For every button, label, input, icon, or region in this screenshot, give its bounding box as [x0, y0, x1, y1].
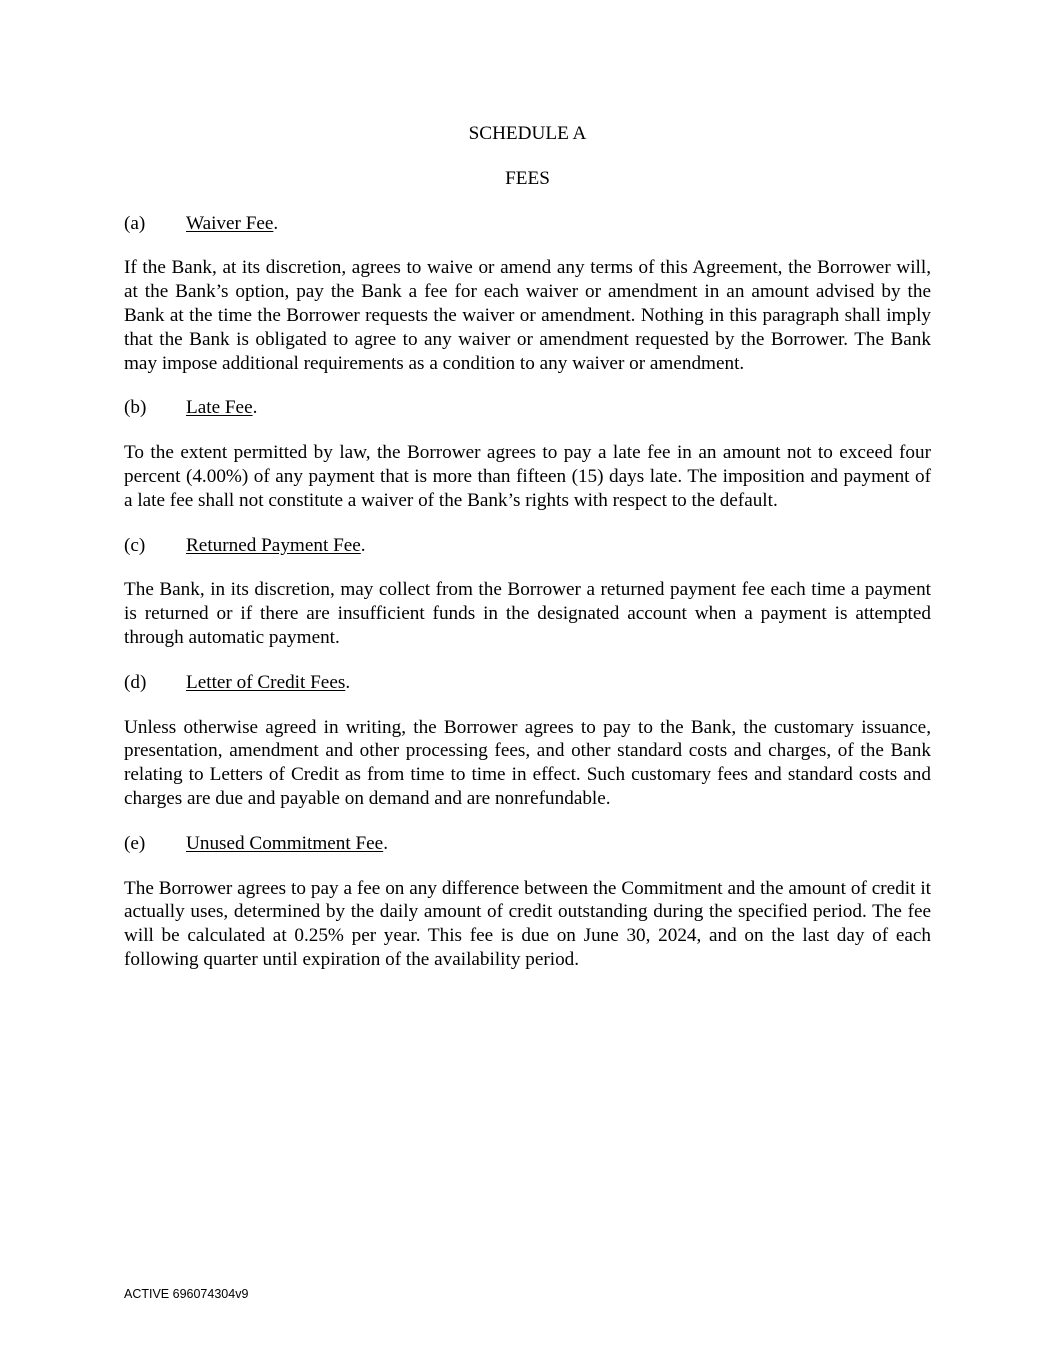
document-page — [124, 122, 931, 972]
section-heading — [124, 671, 931, 695]
section-c — [124, 534, 931, 650]
fees-heading: FEES — [505, 167, 550, 189]
section-title: Returned Payment Fee — [186, 534, 361, 556]
section-heading — [124, 534, 931, 558]
section-letter: (e) — [124, 832, 146, 854]
section-letter: (b) — [124, 397, 147, 419]
section-d — [124, 671, 931, 811]
section-a — [124, 212, 931, 376]
section-body: The Bank, in its discretion, may collect from the Borrower a returned payment fee each time a payment is returned or if there are insufficient funds in the designated account when a payment is attempted through automatic payment. — [124, 579, 931, 648]
section-title-line: Late Fee. — [186, 397, 258, 419]
section-title-line: Unused Commitment Fee. — [186, 832, 388, 854]
section-letter: (d) — [124, 671, 147, 693]
section-heading — [124, 832, 931, 856]
section-title: Letter of Credit Fees — [186, 671, 346, 693]
section-title: Unused Commitment Fee — [186, 832, 384, 854]
section-letter: (c) — [124, 534, 146, 556]
section-body: To the extent permitted by law, the Borrower agrees to pay a late fee in an amount not to exceed four percent (4.00%) of any payment that is more than fifteen (15) days late. The imposition and payment of a late fee shall not constitute a waiver of the Bank’s rights with respect to the default. — [124, 442, 931, 511]
section-body: The Borrower agrees to pay a fee on any difference between the Commitment and the amount of credit it actually uses, determined by the daily amount of credit outstanding during the specified period. The fee will be calculated at 0.25% per year. This fee is due on June 30, 2024, and on the last day of each following quarter until expiration of the availability period. — [124, 877, 931, 970]
section-title-line: Waiver Fee. — [186, 212, 279, 234]
section-title-line: Letter of Credit Fees. — [186, 671, 351, 693]
section-b — [124, 396, 931, 512]
section-title-line: Returned Payment Fee. — [186, 534, 366, 556]
section-title: Late Fee — [186, 397, 253, 419]
section-body: If the Bank, at its discretion, agrees to waive or amend any terms of this Agreement, the Borrower will, at the Bank’s option, pay the Bank a fee for each waiver or amendment in an amount advised by the Bank at the time the Borrower requests the waiver or amendment. Nothing in this paragraph shall imply that the Bank is obligated to agree to any waiver or amendment requested by the Borrower. The Bank may impose additional requirements as a condition to any waiver or amendment. — [124, 257, 931, 374]
section-letter: (a) — [124, 212, 146, 234]
document-footer-id: ACTIVE 696074304v9 — [124, 1287, 249, 1301]
section-heading — [124, 396, 931, 420]
section-title: Waiver Fee — [186, 212, 274, 234]
section-body: Unless otherwise agreed in writing, the Borrower agrees to pay to the Bank, the customary issuance, presentation, amendment and other processing fees, and other standard costs and charges, of the Bank relating to Letters of Credit as from time to time in effect. Such customary fees and standard costs and charges are due and payable on demand and are nonrefundable. — [124, 716, 931, 809]
section-e — [124, 832, 931, 972]
schedule-title: SCHEDULE A — [468, 123, 587, 144]
section-heading — [124, 212, 931, 236]
